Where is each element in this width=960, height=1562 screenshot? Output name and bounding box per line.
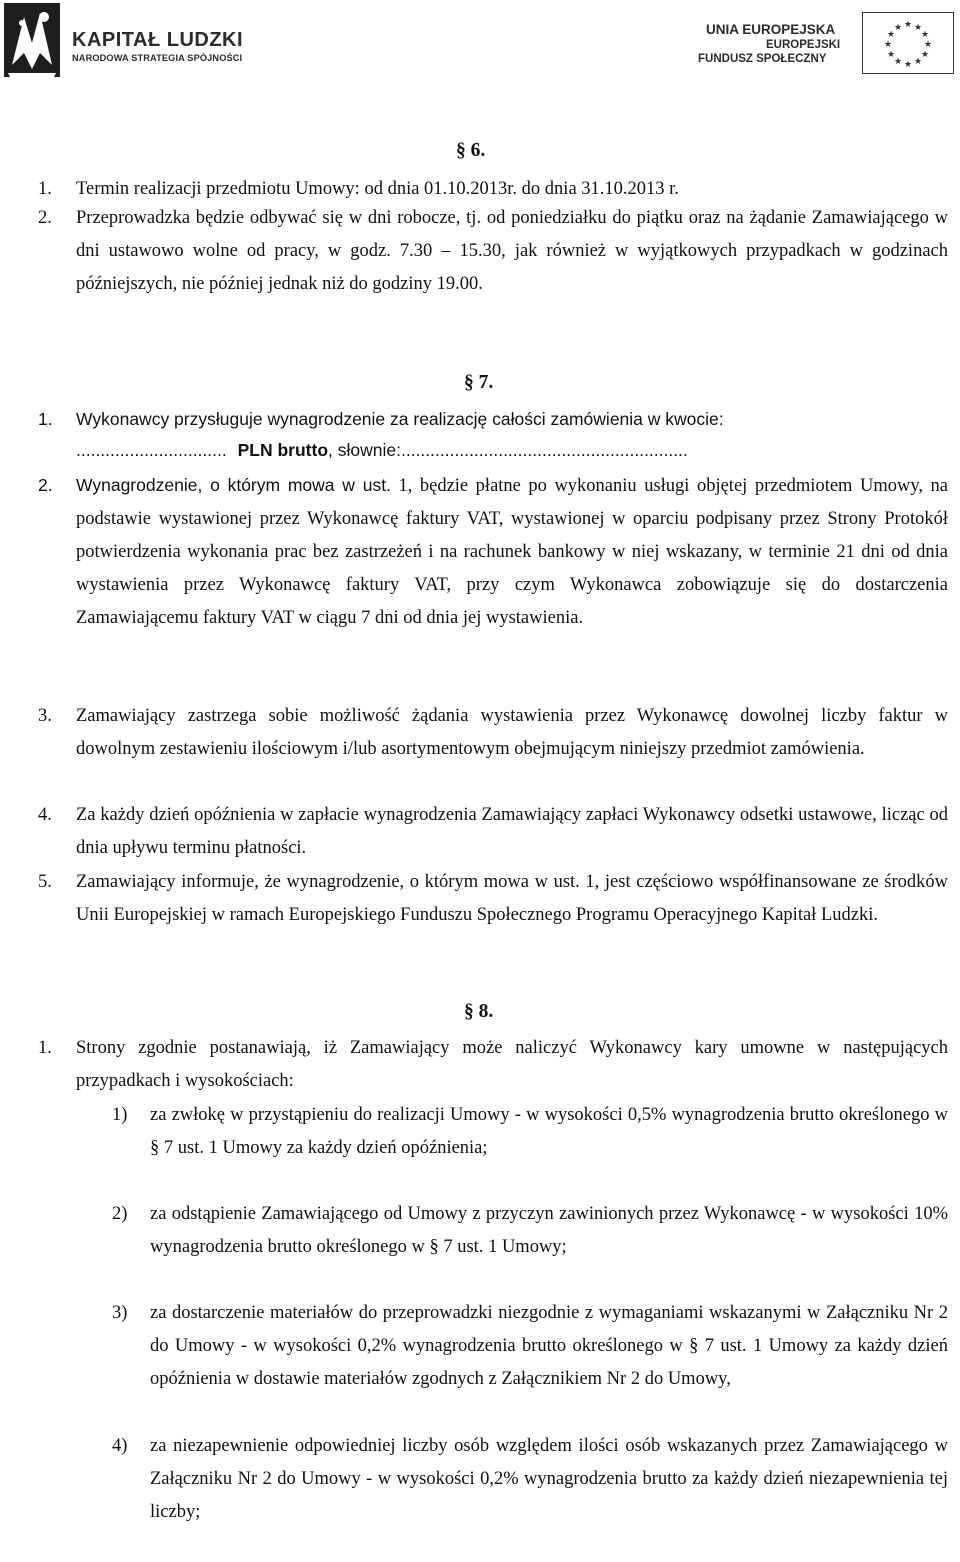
s8-item-4-number: 4) xyxy=(112,1436,128,1456)
pln-brutto: PLN brutto xyxy=(237,440,329,460)
page-header xyxy=(0,0,960,80)
amount-dots: ............................... xyxy=(76,440,227,460)
slownie-label: , słownie: xyxy=(328,440,401,460)
svg-text:★: ★ xyxy=(923,40,933,50)
svg-text:★: ★ xyxy=(883,40,893,50)
s8-item-3-number: 3) xyxy=(112,1303,128,1323)
svg-text:★: ★ xyxy=(920,30,930,40)
svg-text:★: ★ xyxy=(903,60,913,70)
s7-p4-text: Za każdy dzień opóźnienia w zapłacie wynagrodzenia Zamawiający zapłaci Wykonawcy odsetki ustawowe, licząc od dnia upływu terminu płatności. xyxy=(76,805,948,858)
svg-text:★: ★ xyxy=(893,23,903,33)
s8-p1-number: 1. xyxy=(38,1038,52,1058)
left-logo-subtitle: NARODOWA STRATEGIA SPÓJNOŚCI xyxy=(72,53,243,63)
s7-p5-text: Zamawiający informuje, że wynagrodzenie, o którym mowa w ust. 1, jest częściowo współfinansowane ze środków Unii Europejskiej w ramach Europejskiego Funduszu Społecznego Programu Operacyjnego Kapitał Ludzki. xyxy=(76,872,948,925)
s7-p2-rest: 1, będzie płatne po wykonaniu usługi objętej przedmiotem Umowy, na podstawie wystawionej przez Wykonawcę faktury VAT, wystawionej w oparciu podpisany przez Strony Protokół potwierdzenia wykonania prac bez zastrzeżeń i na rachunek bankowy w niej wskazany, w terminie 21 dni od dnia wystawienia przez Wykonawcę faktury VAT, przy czym Wykonawca zobowiązuje się do dostarczenia Zamawiającemu faktury VAT w ciągu 7 dni od dnia jej wystawienia. xyxy=(76,476,948,628)
s7-p5-number: 5. xyxy=(38,872,52,892)
section-6-heading: § 6. xyxy=(456,140,486,161)
svg-text:★: ★ xyxy=(886,50,896,60)
svg-text:★: ★ xyxy=(920,50,930,60)
s6-p2-text: Przeprowadzka będzie odbywać się w dni robocze, tj. od poniedziałku do piątku oraz na żądanie Zamawiającego w dni ustawowo wolne od pracy, w godz. 7.30 – 15.30, jak również w wyjątkowych przypadkach w godzinach późniejszych, nie później jednak niż do godziny 19.00. xyxy=(76,208,948,294)
svg-text:★: ★ xyxy=(913,57,923,67)
s7-p2-text xyxy=(76,469,948,635)
left-logo-title: KAPITAŁ LUDZKI xyxy=(72,29,244,51)
right-logo-line-3: FUNDUSZ SPOŁECZNY xyxy=(698,53,827,65)
s7-p2-lead: Wynagrodzenie, o którym mowa w ust. xyxy=(76,475,391,495)
words-dots: ........................................................... xyxy=(400,440,688,460)
right-logo-line-1: UNIA EUROPEJSKA xyxy=(706,22,836,37)
s6-p2-number: 2. xyxy=(38,208,52,228)
s8-p1-text: Strony zgodnie postanawiają, iż Zamawiający może naliczyć Wykonawcy kary umowne w następujących przypadkach i wysokościach: xyxy=(76,1038,948,1091)
s8-item-3-text: za dostarczenie materiałów do przeprowadzki niezgodnie z wymaganiami wskazanymi w Załączniku Nr 2 do Umowy - w wysokości 0,2% wynagrodzenia brutto określonego w § 7 ust. 1 Umowy za każdy dzień opóźnienia w dostawie materiałów zgodnych z Załącznikiem Nr 2 do Umowy, xyxy=(150,1303,948,1389)
s6-p1-number: 1. xyxy=(38,179,52,199)
svg-text:★: ★ xyxy=(893,57,903,67)
s7-p1-line1: Wykonawcy przysługuje wynagrodzenie za realizację całości zamówienia w kwocie: xyxy=(76,409,724,429)
s7-p3-text: Zamawiający zastrzega sobie możliwość żądania wystawienia przez Wykonawcę dowolnej liczby faktur w dowolnym zestawieniu ilościowym i/lub asortymentowym obejmującym niniejszy przedmiot zamówienia. xyxy=(76,706,948,759)
s6-p1-text: Termin realizacji przedmiotu Umowy: od dnia 01.10.2013r. do dnia 31.10.2013 r. xyxy=(76,179,679,199)
svg-text:★: ★ xyxy=(886,30,896,40)
kapital-ludzki-emblem-icon xyxy=(4,3,60,77)
s7-p4-number: 4. xyxy=(38,805,52,825)
s8-item-1-text: za zwłokę w przystąpieniu do realizacji Umowy - w wysokości 0,5% wynagrodzenia brutto określonego w § 7 ust. 1 Umowy za każdy dzień opóźnienia; xyxy=(150,1105,948,1158)
section-7-heading: § 7. xyxy=(464,372,494,393)
s7-p2-number: 2. xyxy=(38,475,53,495)
eu-social-fund-logo xyxy=(690,10,958,74)
eu-flag-icon xyxy=(862,12,954,74)
s7-p3-number: 3. xyxy=(38,706,52,726)
svg-text:★: ★ xyxy=(913,23,923,33)
s7-p1-line2 xyxy=(76,435,688,465)
s8-item-4-text: za niezapewnienie odpowiedniej liczby osób względem ilości osób wskazanych przez Zamawiającego w Załączniku Nr 2 do Umowy - w wysokości 0,2% wynagrodzenia brutto za każdy dzień niezapewnienia tej liczby; xyxy=(150,1436,948,1522)
section-8-heading: § 8. xyxy=(464,1001,494,1022)
s8-item-2-number: 2) xyxy=(112,1204,128,1224)
s8-item-2-text: za odstąpienie Zamawiającego od Umowy z przyczyn zawinionych przez Wykonawcę - w wysokości 10% wynagrodzenia brutto określonego w § 7 ust. 1 Umowy; xyxy=(150,1204,948,1257)
kapital-ludzki-logo xyxy=(4,3,254,77)
s8-item-1-number: 1) xyxy=(112,1105,128,1125)
right-logo-line-2: EUROPEJSKI xyxy=(766,39,841,51)
svg-text:★: ★ xyxy=(903,20,913,30)
s7-p1-number: 1. xyxy=(38,409,53,429)
